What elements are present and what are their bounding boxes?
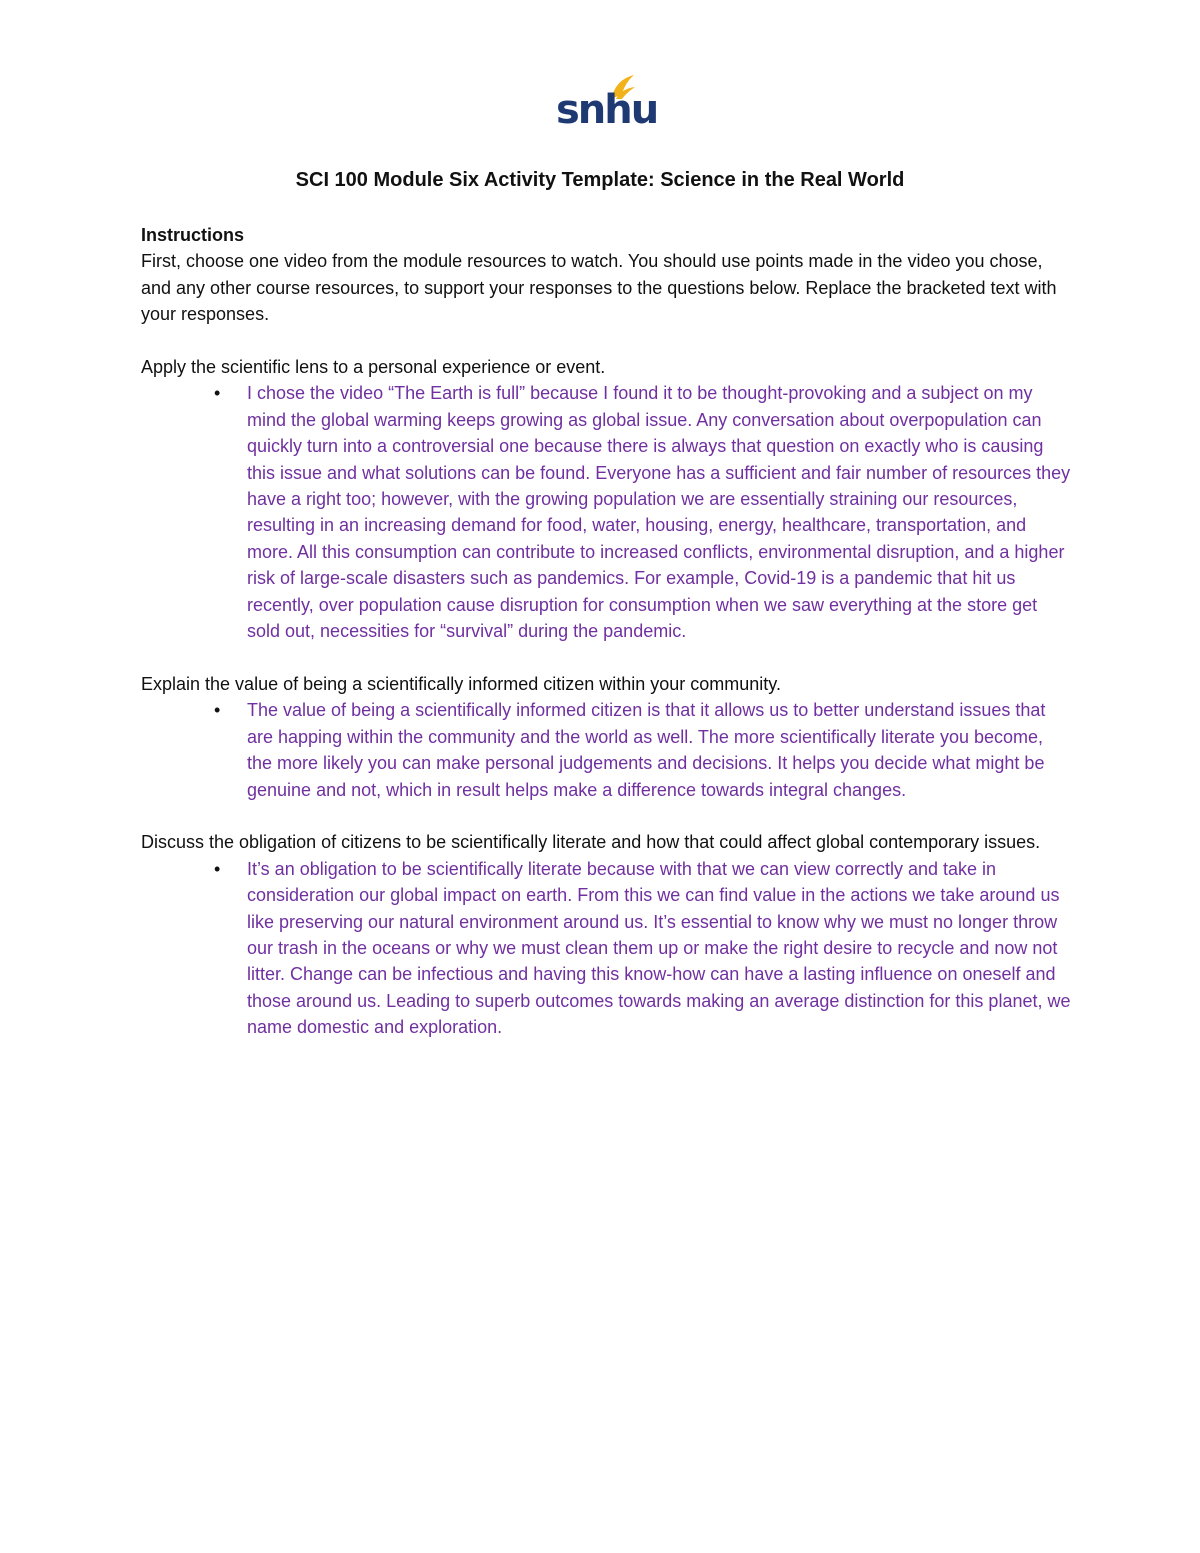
section-prompt-2: Explain the value of being a scientifically informed citizen within your community.: [141, 673, 781, 694]
document-body: [141, 222, 1071, 1041]
bullet-icon: •: [214, 383, 221, 404]
section-prompt-1: Apply the scientific lens to a personal experience or event.: [141, 357, 606, 378]
snhu-logo: [556, 72, 658, 134]
spacer: [141, 644, 1071, 670]
answer-text-1: I chose the video “The Earth is full” because I found it to be thought-provoking and a subject on my mind the global warming keeps growing as global issue. Any conversation about overpopulation can quickly turn into a controversial one because there is always that question on exactly who is causing this issue and what solutions can be found. Everyone has a sufficient and fair number of resources they have a right too; however, with the growing population we are essentially straining our resources, resulting in an increasing demand for food, water, housing, energy, healthcare, transportation, and more. All this consumption can contribute to increased conflicts, environmental disruption, and a higher risk of large-scale disasters such as pandemics. For example, Covid-19 is a pandemic that hit us recently, over population cause disruption for consumption when we saw everything at the store get sold out, necessities for “survival” during the pandemic.: [247, 383, 1071, 642]
spacer: [141, 328, 1071, 354]
answer-text-2: The value of being a scientifically informed citizen is that it allows us to better understand issues that are happing within the community and the world as well. The more scientifically literate you become, the more likely you can make personal judgements and decisions. It helps you decide what might be genuine and not, which in result helps make a difference towards integral changes.: [247, 700, 1046, 800]
instructions-heading: Instructions: [141, 225, 245, 245]
answer-list-2: [141, 697, 1071, 803]
list-item: [214, 697, 1071, 803]
spacer: [141, 803, 1071, 829]
bullet-icon: •: [214, 700, 221, 721]
list-item: [214, 856, 1071, 1041]
logo-wordmark: snhu: [556, 87, 658, 133]
answer-list-1: [141, 380, 1071, 644]
document-title: SCI 100 Module Six Activity Template: Science in the Real World: [295, 169, 905, 191]
answer-list-3: [141, 856, 1071, 1041]
section-prompt-3: Discuss the obligation of citizens to be scientifically literate and how that could affect global contemporary issues.: [141, 832, 1041, 853]
list-item: [214, 380, 1071, 644]
answer-text-3: It’s an obligation to be scientifically literate because with that we can view correctly and take in consideration our global impact on earth. From this we can find value in the actions we take around us like preserving our natural environment around us. It’s essential to know why we must no longer throw our trash in the oceans or why we must clean them up or make the right desire to recycle and now not litter. Change can be infectious and having this know-how can have a lasting influence on oneself and those around us. Leading to superb outcomes towards making an average distinction for this planet, we name domestic and exploration.: [247, 858, 1071, 1038]
instructions-text: First, choose one video from the module resources to watch. You should use points made in the video you chose, and any other course resources, to support your responses to the questions below. Replace the bracketed text with your responses.: [141, 251, 1057, 325]
bullet-icon: •: [214, 858, 221, 879]
